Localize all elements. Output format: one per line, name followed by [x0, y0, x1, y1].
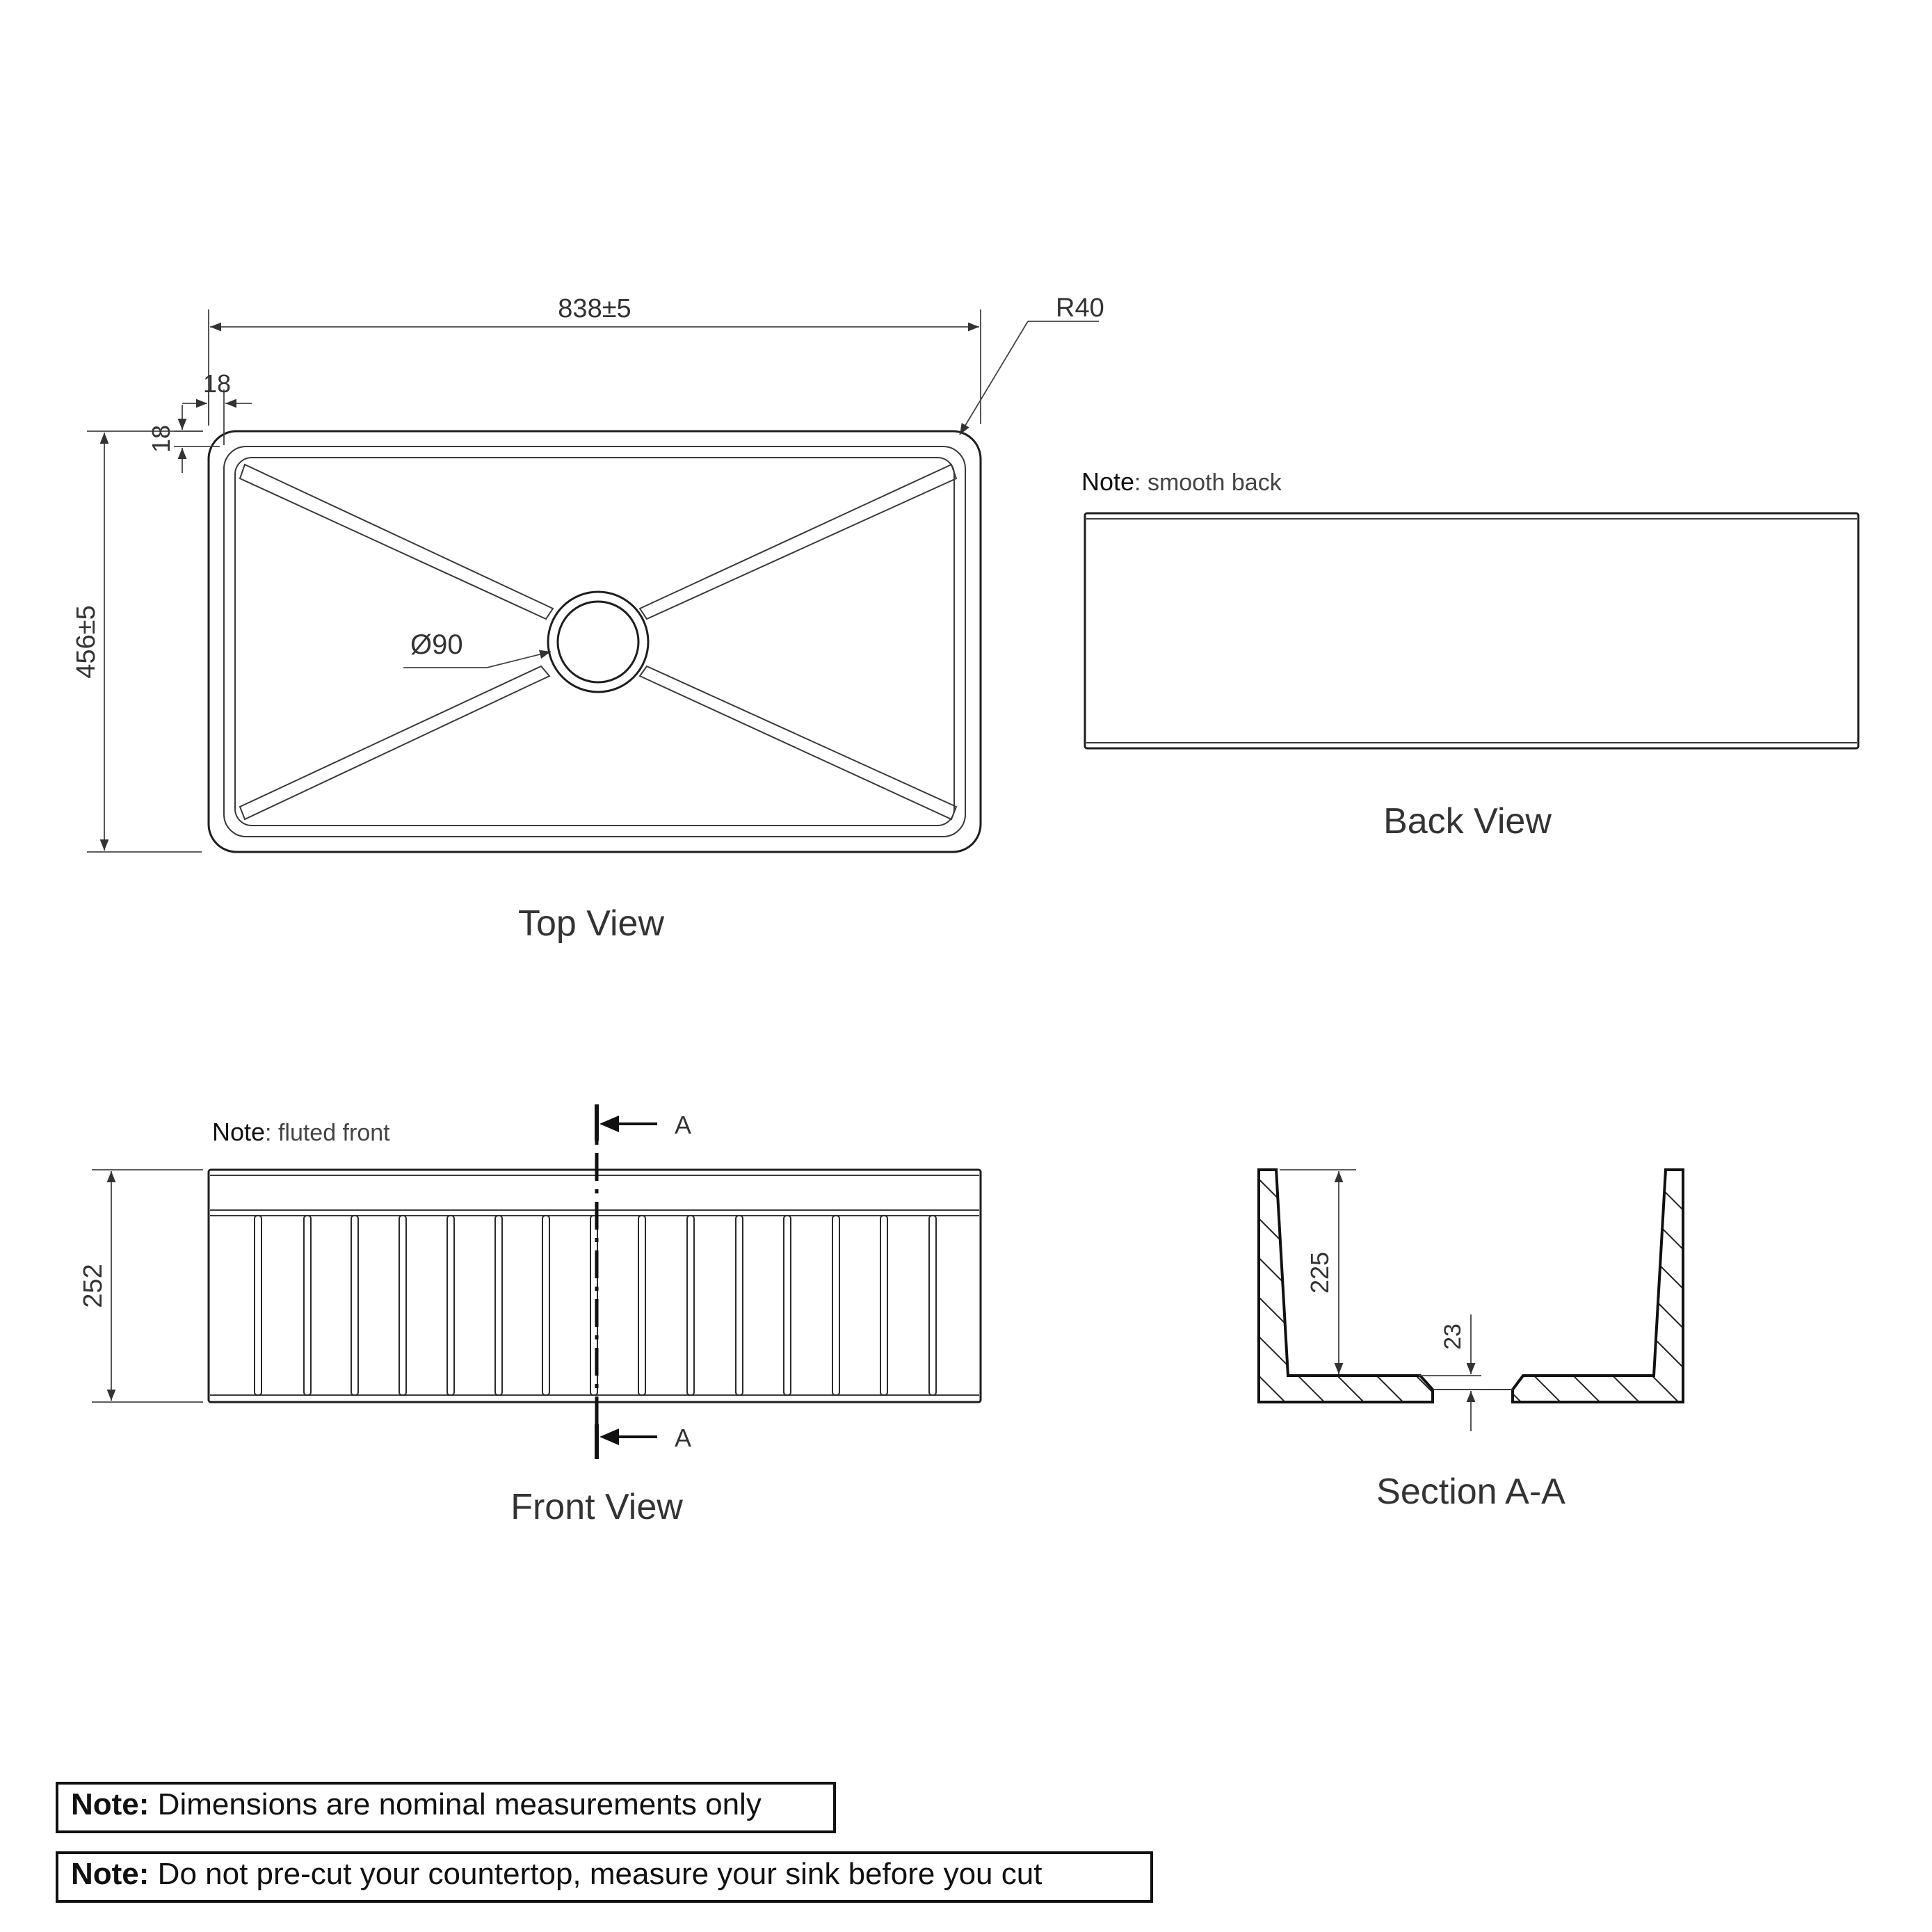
flute-groove	[638, 1216, 645, 1395]
back-view	[1081, 467, 1858, 842]
top-view	[72, 293, 1104, 944]
section-view-title: Section A-A	[1376, 1472, 1565, 1512]
section-arrow-top	[599, 1116, 619, 1132]
section-marker-top: A	[674, 1111, 692, 1139]
front-view-note	[212, 1118, 390, 1146]
flute-groove	[255, 1216, 261, 1395]
width-dimension-label: 838±5	[558, 294, 631, 323]
radius-leader	[960, 321, 1028, 435]
flute-groove	[399, 1216, 406, 1395]
flute-groove	[832, 1216, 839, 1395]
front-view-note-text: : fluted front	[265, 1120, 390, 1146]
drain-leader	[487, 652, 551, 668]
section-wall-left	[1259, 1170, 1433, 1402]
sink-outer-rim	[209, 431, 981, 852]
back-panel	[1085, 513, 1858, 748]
footer-note-1-text: Dimensions are nominal measurements only	[149, 1787, 762, 1821]
flute-groove	[542, 1216, 549, 1395]
front-view-title: Front View	[510, 1487, 683, 1527]
drain-inner	[558, 602, 638, 682]
flute-groove	[495, 1216, 502, 1395]
rim-dimension-vertical-label: 18	[147, 424, 175, 453]
sink-inner-rim	[224, 446, 965, 837]
flute-groove	[929, 1216, 936, 1395]
footer-note-2	[56, 1851, 1153, 1903]
footer-note-2-label: Note:	[71, 1857, 150, 1891]
front-height-dimension-label: 252	[79, 1264, 108, 1308]
section-arrow-bottom	[599, 1428, 619, 1445]
footer-note-1	[56, 1782, 836, 1833]
front-apron	[209, 1170, 981, 1402]
drain-diameter-label: Ø90	[410, 629, 463, 660]
flute-groove	[736, 1216, 743, 1395]
section-view	[1259, 1170, 1683, 1512]
flute-groove	[784, 1216, 791, 1395]
section-step-dimension-label: 23	[1440, 1323, 1466, 1350]
height-dimension-label: 456±5	[72, 605, 101, 679]
flute-groove	[447, 1216, 454, 1395]
front-view-note-label: Note	[212, 1118, 266, 1146]
footer-note-1-label: Note:	[71, 1787, 150, 1821]
footer-note-2-text: Do not pre-cut your countertop, measure your sink before you cut	[149, 1857, 1043, 1891]
back-view-note	[1081, 467, 1282, 496]
flute-groove	[351, 1216, 358, 1395]
drain-grooves	[240, 465, 956, 819]
flute-groove	[304, 1216, 311, 1395]
flute-groove	[687, 1216, 694, 1395]
top-view-title: Top View	[517, 903, 665, 944]
section-marker-bottom: A	[674, 1424, 692, 1452]
section-depth-dimension-label: 225	[1305, 1251, 1334, 1294]
back-view-note-text: : smooth back	[1134, 469, 1282, 496]
back-view-title: Back View	[1383, 801, 1552, 842]
back-view-note-label: Note	[1081, 467, 1135, 496]
flute-groove	[880, 1216, 887, 1395]
rim-dimension-horizontal-label: 18	[202, 369, 232, 398]
radius-label: R40	[1056, 293, 1104, 323]
front-view	[79, 1104, 981, 1527]
section-wall-right	[1513, 1170, 1683, 1402]
drain-outer	[548, 592, 648, 692]
